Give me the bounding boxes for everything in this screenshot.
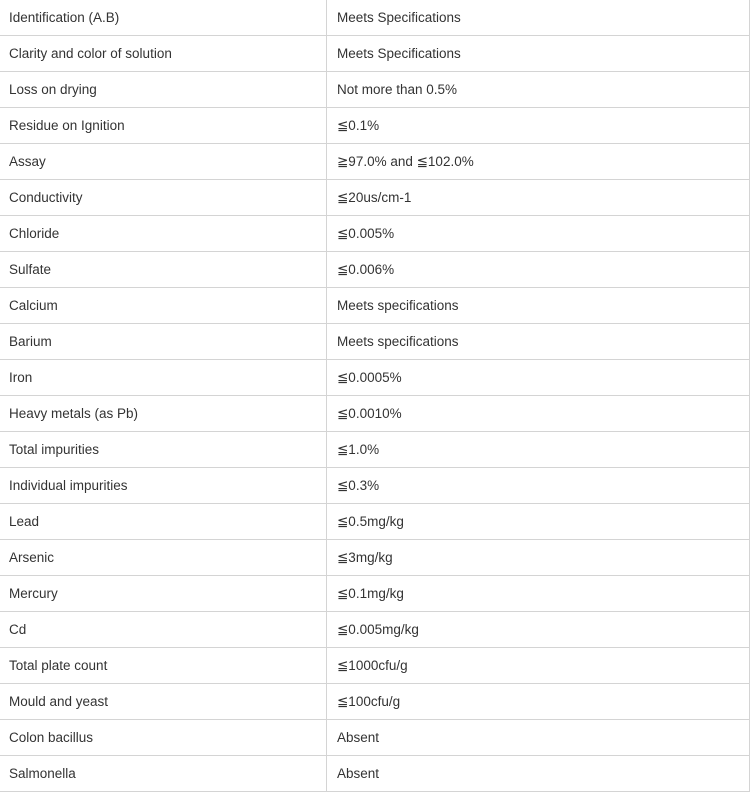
specification-cell: Meets specifications [327,288,750,324]
specification-cell: ≦100cfu/g [327,684,750,720]
table-row [0,396,750,432]
test-item-cell: Conductivity [0,180,327,216]
table-row [0,216,750,252]
test-item-cell: Lead [0,504,327,540]
table-row [0,324,750,360]
specification-cell: Meets Specifications [327,0,750,36]
table-row [0,756,750,792]
table-row [0,0,750,36]
table-row [0,504,750,540]
specification-cell: ≧97.0% and ≦102.0% [327,144,750,180]
table-row [0,576,750,612]
test-item-cell: Mercury [0,576,327,612]
specification-cell: ≦0.005mg/kg [327,612,750,648]
table-row [0,180,750,216]
table-row [0,36,750,72]
test-item-cell: Heavy metals (as Pb) [0,396,327,432]
test-item-cell: Total impurities [0,432,327,468]
specification-cell: ≦1.0% [327,432,750,468]
table-row [0,540,750,576]
specification-cell: ≦0.3% [327,468,750,504]
test-item-cell: Loss on drying [0,72,327,108]
table-row [0,720,750,756]
specification-cell: Absent [327,720,750,756]
table-row [0,252,750,288]
specification-cell: Meets Specifications [327,36,750,72]
table-row [0,648,750,684]
table-row [0,432,750,468]
specification-cell: ≦3mg/kg [327,540,750,576]
test-item-cell: Salmonella [0,756,327,792]
table-row [0,468,750,504]
test-item-cell: Chloride [0,216,327,252]
test-item-cell: Sulfate [0,252,327,288]
specification-cell: ≦0.5mg/kg [327,504,750,540]
specification-cell: Absent [327,756,750,792]
table-row [0,612,750,648]
test-item-cell: Arsenic [0,540,327,576]
specification-cell: ≦0.0010% [327,396,750,432]
test-item-cell: Barium [0,324,327,360]
test-item-cell: Individual impurities [0,468,327,504]
specification-cell: ≦1000cfu/g [327,648,750,684]
table-row [0,144,750,180]
test-item-cell: Identification (A.B) [0,0,327,36]
specification-cell: ≦0.005% [327,216,750,252]
test-item-cell: Clarity and color of solution [0,36,327,72]
specification-cell: Not more than 0.5% [327,72,750,108]
specification-cell: ≦20us/cm-1 [327,180,750,216]
test-item-cell: Iron [0,360,327,396]
test-item-cell: Total plate count [0,648,327,684]
test-item-cell: Residue on Ignition [0,108,327,144]
test-item-cell: Calcium [0,288,327,324]
table-row [0,288,750,324]
table-row [0,360,750,396]
specification-cell: ≦0.1% [327,108,750,144]
test-item-cell: Mould and yeast [0,684,327,720]
table-row [0,108,750,144]
test-item-cell: Cd [0,612,327,648]
specification-cell: ≦0.1mg/kg [327,576,750,612]
specification-cell: ≦0.0005% [327,360,750,396]
test-item-cell: Colon bacillus [0,720,327,756]
specification-cell: Meets specifications [327,324,750,360]
table-row [0,72,750,108]
table-row [0,684,750,720]
test-item-cell: Assay [0,144,327,180]
specification-cell: ≦0.006% [327,252,750,288]
